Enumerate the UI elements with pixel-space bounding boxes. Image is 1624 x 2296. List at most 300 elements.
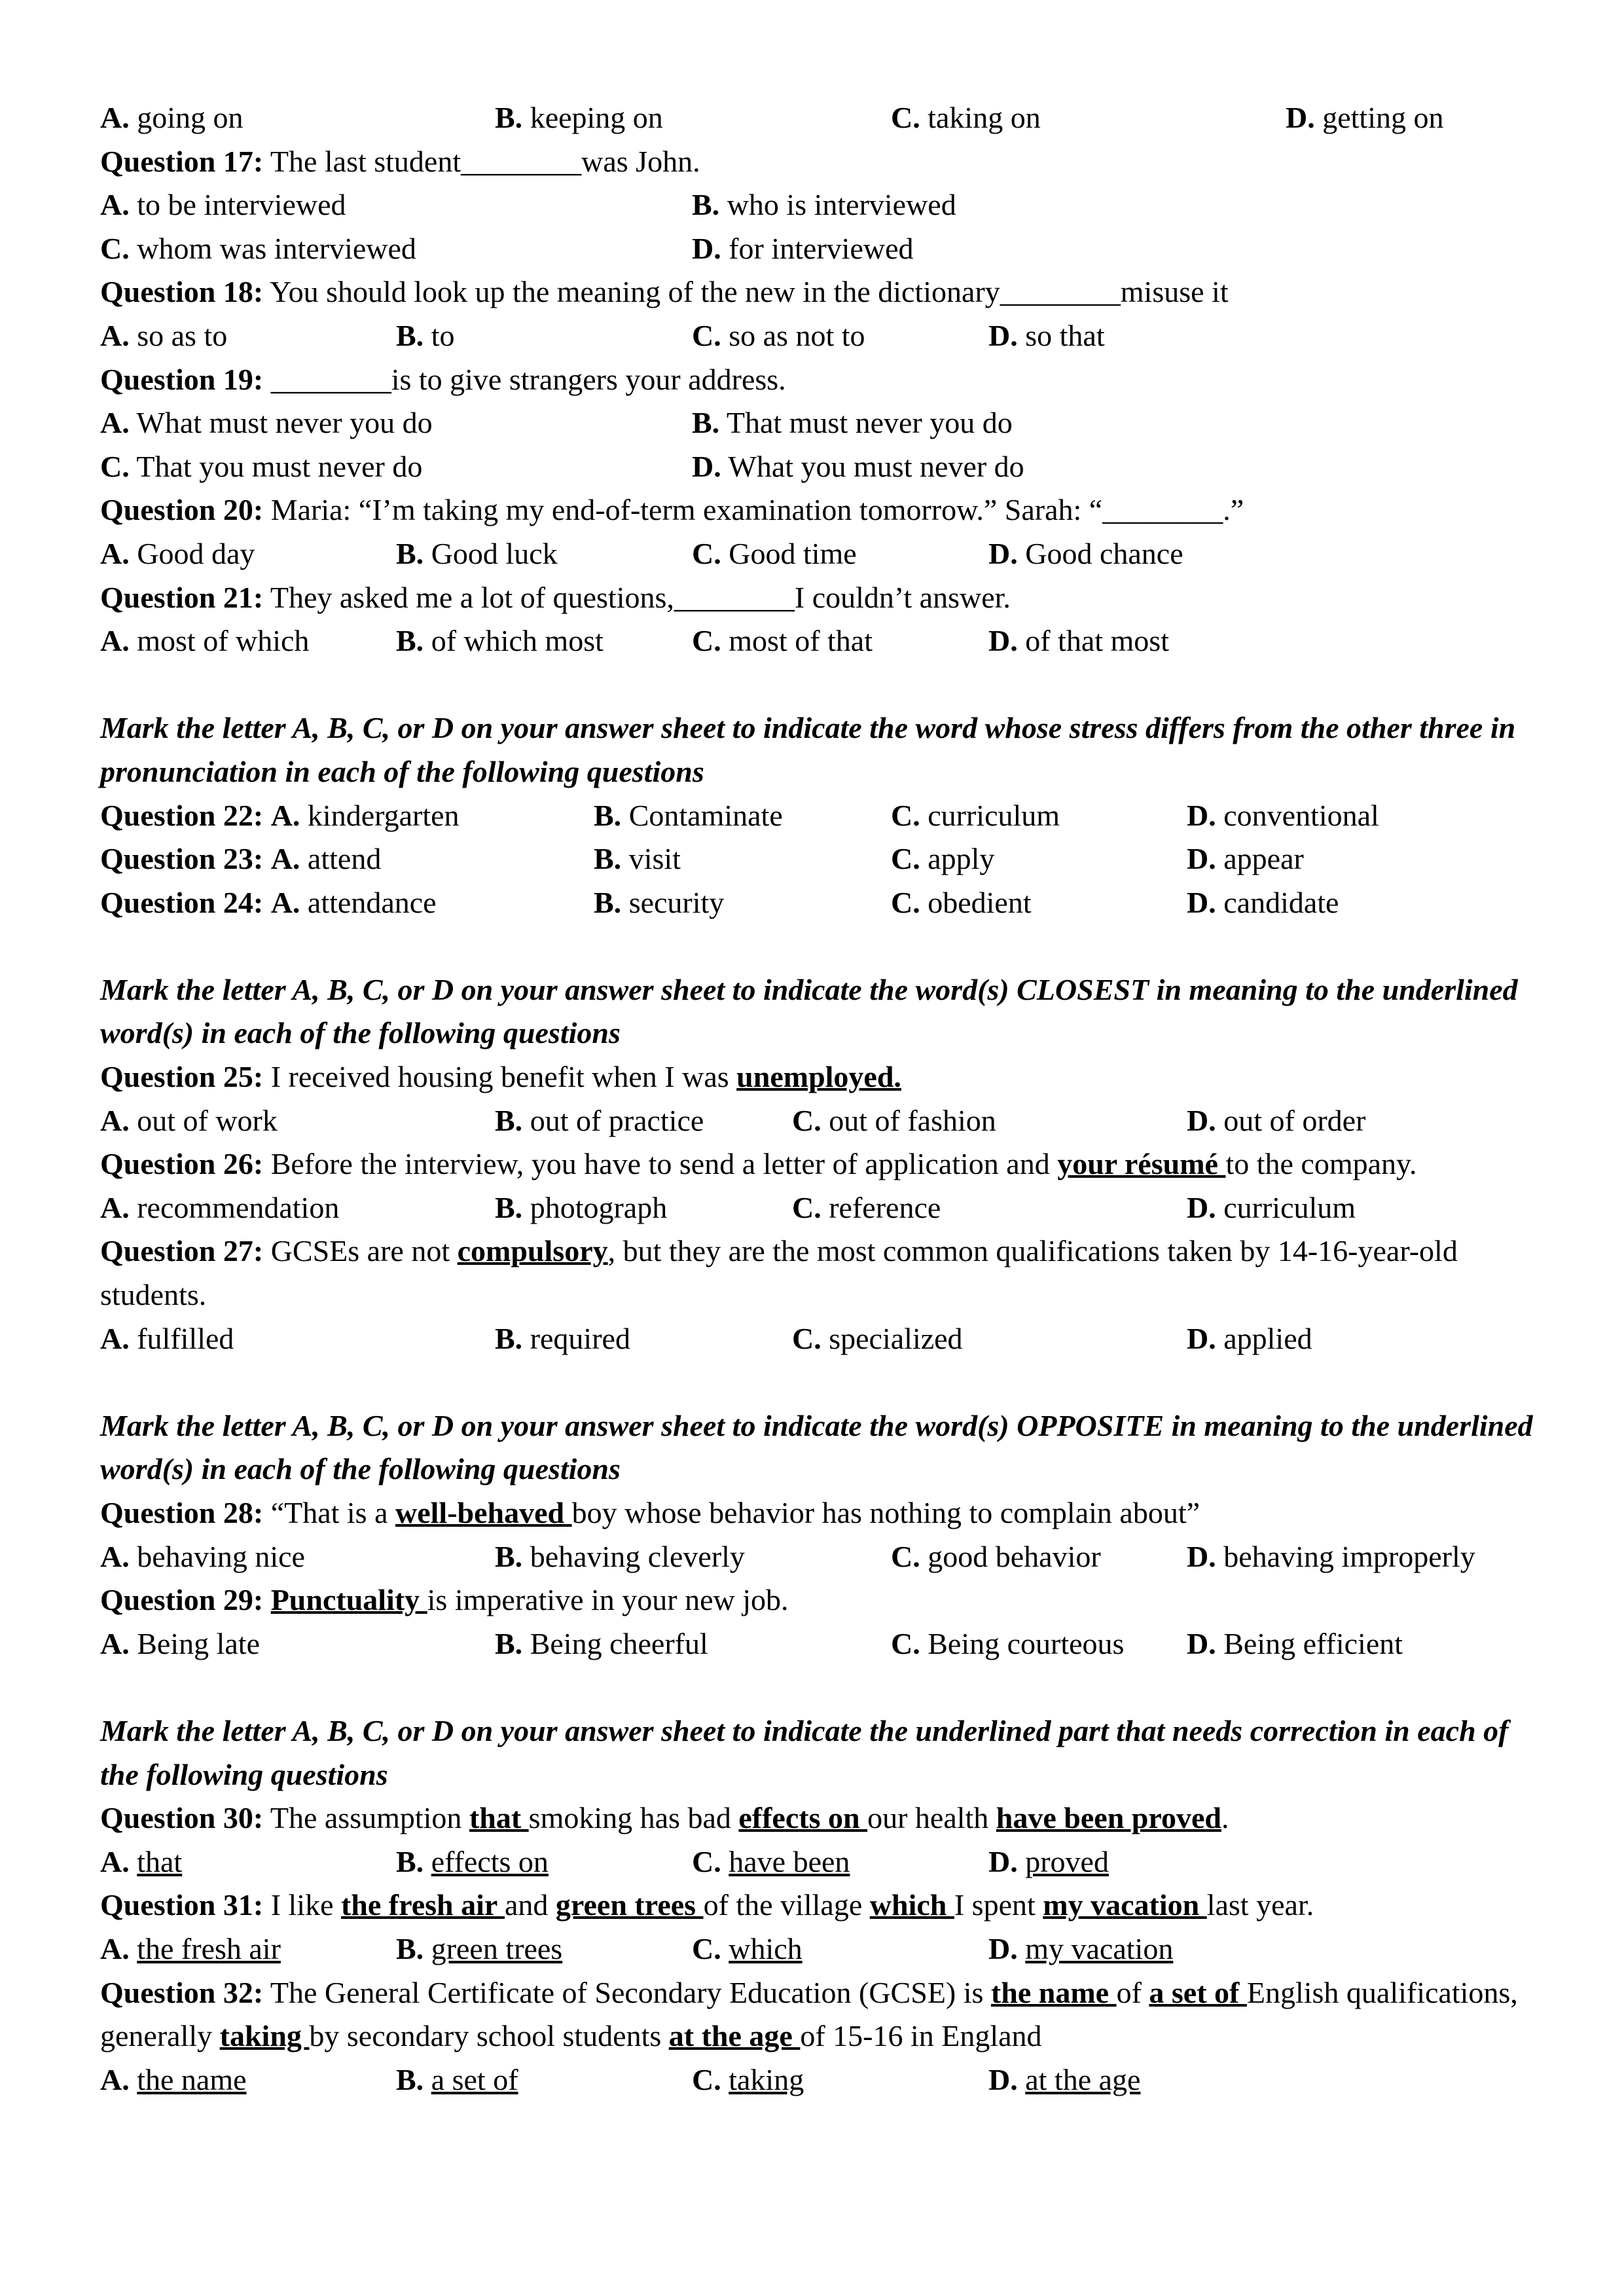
answer-option [100,837,381,881]
stem-text: boy whose behavior has nothing to complain about” [571,1496,1200,1529]
option-letter: D. [988,1931,1018,1965]
question-stem [100,1142,1540,1186]
option-text: Contaminate [628,798,783,832]
option-text: conventional [1223,798,1379,832]
option-text: That must never you do [726,406,1013,440]
option-letter: B. [495,1539,523,1573]
question-stem [100,1971,1540,2058]
question-label: Question 26: [100,1147,264,1181]
option-row [100,532,1540,576]
stem-text: last year. [1206,1888,1314,1922]
answer-option [396,532,558,576]
answer-option [1286,96,1444,140]
answer-option [495,1186,667,1230]
option-text: obedient [928,885,1032,919]
option-text: out of order [1223,1103,1366,1137]
option-letter: D. [1286,101,1315,134]
option-text: taking on [928,101,1041,134]
answer-option [100,619,309,663]
stem-text: Maria: “I’m taking my end-of-term examination tomorrow.” Sarah: “________.” [263,493,1244,527]
stem-text: The General Certificate of Secondary Education (GCSE) is [263,1975,991,2009]
option-letter: C. [891,798,920,832]
answer-option [1187,1535,1475,1579]
question-stem [100,576,1540,620]
answer-option [100,183,346,227]
option-letter: C. [692,536,721,570]
option-text: effects on [431,1844,549,1878]
underlined-phrase: taking [219,2019,310,2053]
option-text: going on [137,101,244,134]
stem-text: The assumption [263,1801,469,1835]
answer-option [495,1317,630,1361]
answer-option [1187,1186,1356,1230]
question-stem [100,358,1540,402]
question-label: Question 25: [100,1060,264,1094]
option-text: That you must never do [136,449,423,483]
option-letter: C. [100,449,130,483]
question-label: Question 23: [100,842,264,876]
option-text: my vacation [1025,1931,1174,1965]
option-text: visit [628,842,681,876]
underlined-phrase: unemployed. [736,1060,901,1094]
option-text: out of work [137,1103,278,1137]
option-text: behaving nice [137,1539,305,1573]
option-letter: A. [100,1844,130,1878]
option-letter: A. [100,318,130,352]
exam-page [100,96,1540,2102]
option-letter: A. [100,1539,130,1573]
option-row [100,1099,1540,1143]
option-letter: B. [495,1321,523,1355]
option-letter: C. [100,231,130,265]
answer-option [692,314,865,358]
option-text: Being cheerful [530,1626,708,1660]
option-text: Good chance [1025,536,1183,570]
answer-option [792,1317,963,1361]
question-stem [100,140,1540,184]
blank-line [100,1360,1540,1404]
answer-option [594,881,724,925]
option-text: photograph [530,1190,668,1224]
stem-text: to the company. [1225,1147,1417,1181]
option-row [100,1927,1540,1971]
answer-option [891,881,1032,925]
option-letter: B. [396,318,424,352]
stem-text: English qualifications, generally [100,1975,1518,2053]
option-letter: C. [792,1321,821,1355]
question-label: Question 17: [100,144,264,178]
option-letter: D. [1187,842,1216,876]
option-text: so that [1025,318,1105,352]
answer-option [988,314,1105,358]
option-text: so as to [137,318,228,352]
answer-option [1187,1622,1403,1666]
option-text: security [628,885,725,919]
stem-text: by secondary school students [309,2019,669,2053]
stem-text: . [1221,1801,1229,1835]
option-text: attend [307,842,382,876]
underlined-phrase: your résumé [1057,1147,1226,1181]
option-row [100,794,1540,838]
answer-option [692,1927,803,1971]
option-text: Being late [137,1626,261,1660]
option-row [100,881,1540,925]
option-text: attendance [307,885,437,919]
question-stem [100,1055,1540,1099]
section-instruction: Mark the letter A, B, C, or D on your answer sheet to indicate the word(s) OPPOSITE in meaning to the underlined word(s) in each of the following questions [100,1408,1533,1486]
answer-option [1187,1099,1365,1143]
option-text: curriculum [1223,1190,1356,1224]
option-text: Good day [137,536,255,570]
question-label: Question 27: [100,1234,264,1268]
option-letter: D. [988,624,1018,658]
answer-option [988,2058,1140,2102]
option-letter: B. [396,1844,424,1878]
answer-option [100,532,255,576]
option-text: at the age [1025,2062,1141,2096]
option-letter: D. [1187,1321,1216,1355]
option-text: taking [729,2062,804,2096]
option-row [100,1622,1540,1666]
stem-text: I received housing benefit when I was [263,1060,737,1094]
option-text: the fresh air [137,1931,281,1965]
option-row [100,1535,1540,1579]
option-letter: A. [100,188,130,222]
question-stem [100,1491,1540,1535]
option-letter: B. [692,188,720,222]
question-label: Question 18: [100,275,264,309]
option-text: apply [928,842,995,876]
option-letter: B. [396,624,424,658]
option-text: What must never you do [136,406,433,440]
option-text: behaving improperly [1223,1539,1475,1573]
option-row [100,96,1540,140]
stem-text: , but they are the most common qualifications taken by 14-16-year-old students. [100,1234,1458,1312]
option-letter: C. [792,1103,821,1137]
option-letter: D. [1187,1539,1216,1573]
option-letter: A. [100,101,130,134]
option-letter: A. [270,842,300,876]
option-text: of which most [431,624,604,658]
option-text: applied [1223,1321,1312,1355]
option-text: Good luck [431,536,558,570]
stem-text: is imperative in your new job. [427,1583,789,1617]
stem-text: our health [867,1801,996,1835]
option-text: out of fashion [829,1103,996,1137]
option-letter: D. [1187,885,1216,919]
answer-option [692,619,873,663]
answer-option [692,183,956,227]
option-letter: B. [594,798,622,832]
option-letter: C. [692,318,721,352]
answer-option [396,2058,518,2102]
option-letter: C. [891,101,920,134]
option-text: getting on [1322,101,1444,134]
option-letter: D. [988,2062,1018,2096]
option-letter: A. [100,536,130,570]
option-letter: A. [100,406,130,440]
option-text: specialized [829,1321,963,1355]
answer-option [1187,881,1339,925]
option-text: which [729,1931,803,1965]
question-label: Question 32: [100,1975,264,2009]
option-letter: B. [495,1103,523,1137]
stem-text: GCSEs are not [263,1234,458,1268]
answer-option [396,1927,562,1971]
answer-option [100,881,437,925]
option-text: who is interviewed [727,188,956,222]
option-text: required [530,1321,630,1355]
underlined-phrase: compulsory [457,1234,608,1268]
option-text: candidate [1223,885,1339,919]
option-row [100,1186,1540,1230]
option-letter: C. [891,1626,920,1660]
option-text: to be interviewed [137,188,346,222]
option-letter: C. [792,1190,821,1224]
answer-option [891,1622,1124,1666]
option-letter: B. [594,842,622,876]
option-text: good behavior [928,1539,1101,1573]
answer-option [988,1927,1173,1971]
option-text: What you must never do [728,449,1024,483]
stem-text: Before the interview, you have to send a letter of application and [263,1147,1058,1181]
stem-text: I like [263,1888,341,1922]
option-row [100,227,1540,271]
question-label: Question 30: [100,1801,264,1835]
option-letter: D. [692,449,721,483]
option-text: appear [1223,842,1304,876]
option-text: out of practice [530,1103,704,1137]
option-text: proved [1025,1844,1109,1878]
option-letter: B. [396,536,424,570]
option-text: Good time [729,536,857,570]
option-letter: A. [100,1103,130,1137]
answer-option [100,1622,260,1666]
option-letter: C. [692,1844,721,1878]
answer-option [891,837,994,881]
question-stem [100,1230,1540,1317]
answer-option [495,96,663,140]
answer-option [396,619,604,663]
question-stem [100,270,1540,314]
question-label: Question 28: [100,1496,264,1529]
answer-option [988,532,1183,576]
option-text: Being efficient [1223,1626,1403,1660]
option-letter: D. [1187,1103,1216,1137]
answer-option [692,1840,850,1884]
answer-option [100,1317,234,1361]
option-row [100,183,1540,227]
option-text: most of that [729,624,873,658]
underlined-phrase: the name [990,1975,1117,2009]
option-text: the name [137,2062,247,2096]
underlined-phrase: well-behaved [395,1496,572,1529]
answer-option [100,1099,278,1143]
stem-text: You should look up the meaning of the new in the dictionary________misuse it [263,275,1229,309]
answer-option [100,401,433,445]
option-letter: D. [1187,798,1216,832]
answer-option [891,1535,1101,1579]
question-label: Question 19: [100,362,264,396]
option-row [100,1317,1540,1361]
section-instruction: Mark the letter A, B, C, or D on your answer sheet to indicate the underlined part that needs correction in each of the following questions [100,1713,1509,1791]
stem-text: ________is to give strangers your address. [263,362,786,396]
option-text: for interviewed [729,231,914,265]
answer-option [988,1840,1109,1884]
option-letter: D. [692,231,721,265]
option-letter: C. [891,1539,920,1573]
option-letter: C. [891,842,920,876]
option-row [100,314,1540,358]
option-text: recommendation [137,1190,340,1224]
answer-option [100,794,460,838]
option-text: to [431,318,455,352]
option-letter: D. [988,536,1018,570]
question-label: Question 24: [100,885,264,919]
blank-line [100,1666,1540,1709]
option-letter: A. [100,1321,130,1355]
answer-option [396,314,454,358]
option-letter: C. [692,1931,721,1965]
option-letter: B. [396,2062,424,2096]
underlined-phrase: effects on [738,1801,868,1835]
underlined-phrase: my vacation [1043,1888,1207,1922]
option-letter: D. [1187,1190,1216,1224]
answer-option [988,619,1169,663]
answer-option [792,1099,996,1143]
option-letter: C. [891,885,920,919]
underlined-phrase: at the age [668,2019,801,2053]
option-letter: B. [495,101,523,134]
answer-option [396,1840,549,1884]
option-text: most of which [137,624,310,658]
blank-line [100,663,1540,707]
option-row [100,401,1540,445]
option-letter: A. [270,798,300,832]
answer-option [692,401,1013,445]
answer-option [891,794,1060,838]
option-text: keeping on [530,101,663,134]
option-text: of that most [1025,624,1169,658]
question-stem [100,488,1540,532]
option-text: a set of [431,2062,518,2096]
option-letter: A. [100,1190,130,1224]
section-instruction: Mark the letter A, B, C, or D on your answer sheet to indicate the word whose stress differs from the other three in pronunciation in each of the following questions [100,711,1516,788]
option-text: that [137,1844,183,1878]
option-letter: D. [1187,1626,1216,1660]
stem-text: of 15-16 in England [800,2019,1042,2053]
option-text: Being courteous [928,1626,1125,1660]
blank-line [100,924,1540,968]
question-stem [100,1578,1540,1622]
option-letter: B. [396,1931,424,1965]
answer-option [1187,837,1304,881]
stem-text: They asked me a lot of questions,________I couldn’t answer. [263,580,1011,614]
underlined-phrase: a set of [1149,1975,1247,2009]
answer-option [495,1622,708,1666]
answer-option [100,96,244,140]
question-stem [100,1796,1540,1840]
answer-option [100,2058,247,2102]
underlined-phrase: green trees [555,1888,704,1922]
answer-option [495,1099,704,1143]
answer-option [594,837,681,881]
stem-text: of [1116,1975,1149,2009]
option-letter: A. [270,885,300,919]
option-text: have been [729,1844,850,1878]
question-label: Question 20: [100,493,264,527]
underlined-phrase: which [869,1888,954,1922]
question-label: Question 29: [100,1583,264,1617]
option-text: whom was interviewed [137,231,416,265]
answer-option [100,1927,281,1971]
option-text: kindergarten [307,798,460,832]
option-row [100,1840,1540,1884]
option-row [100,2058,1540,2102]
stem-text: I spent [954,1888,1043,1922]
option-letter: B. [495,1626,523,1660]
option-letter: B. [594,885,622,919]
question-label: Question 22: [100,798,264,832]
option-row [100,837,1540,881]
stem-text: and [504,1888,556,1922]
option-text: reference [829,1190,941,1224]
option-text: fulfilled [137,1321,234,1355]
answer-option [692,2058,804,2102]
option-text: curriculum [928,798,1060,832]
answer-option [692,532,857,576]
answer-option [1187,794,1379,838]
stem-text: “That is a [263,1496,395,1529]
stem-text [263,1583,271,1616]
question-label: Question 21: [100,580,264,614]
option-letter: C. [692,624,721,658]
option-letter: A. [100,1931,130,1965]
option-letter: B. [495,1190,523,1224]
option-letter: D. [988,1844,1018,1878]
underlined-phrase: have been proved [996,1801,1221,1835]
answer-option [100,1186,339,1230]
answer-option [692,227,914,271]
section-instruction: Mark the letter A, B, C, or D on your answer sheet to indicate the word(s) CLOSEST in meaning to the underlined word(s) in each of the following questions [100,972,1518,1050]
answer-option [692,445,1024,489]
answer-option [100,445,422,489]
question-label: Question 31: [100,1888,264,1922]
answer-option [891,96,1041,140]
answer-option [100,314,227,358]
answer-option [495,1535,745,1579]
option-text: so as not to [729,318,865,352]
option-letter: B. [692,406,720,440]
option-letter: C. [692,2062,721,2096]
stem-text: of the village [703,1888,870,1922]
answer-option [792,1186,941,1230]
answer-option [594,794,783,838]
stem-text: The last student________was John. [263,144,700,178]
underlined-phrase: Punctuality [270,1583,427,1617]
underlined-phrase: the fresh air [340,1888,505,1922]
answer-option [100,227,416,271]
option-letter: A. [100,1626,130,1660]
option-row [100,619,1540,663]
question-stem [100,1884,1540,1927]
option-letter: D. [988,318,1018,352]
option-text: behaving cleverly [530,1539,745,1573]
answer-option [100,1840,182,1884]
answer-option [100,1535,305,1579]
option-text: green trees [431,1931,563,1965]
underlined-phrase: that [469,1801,529,1835]
